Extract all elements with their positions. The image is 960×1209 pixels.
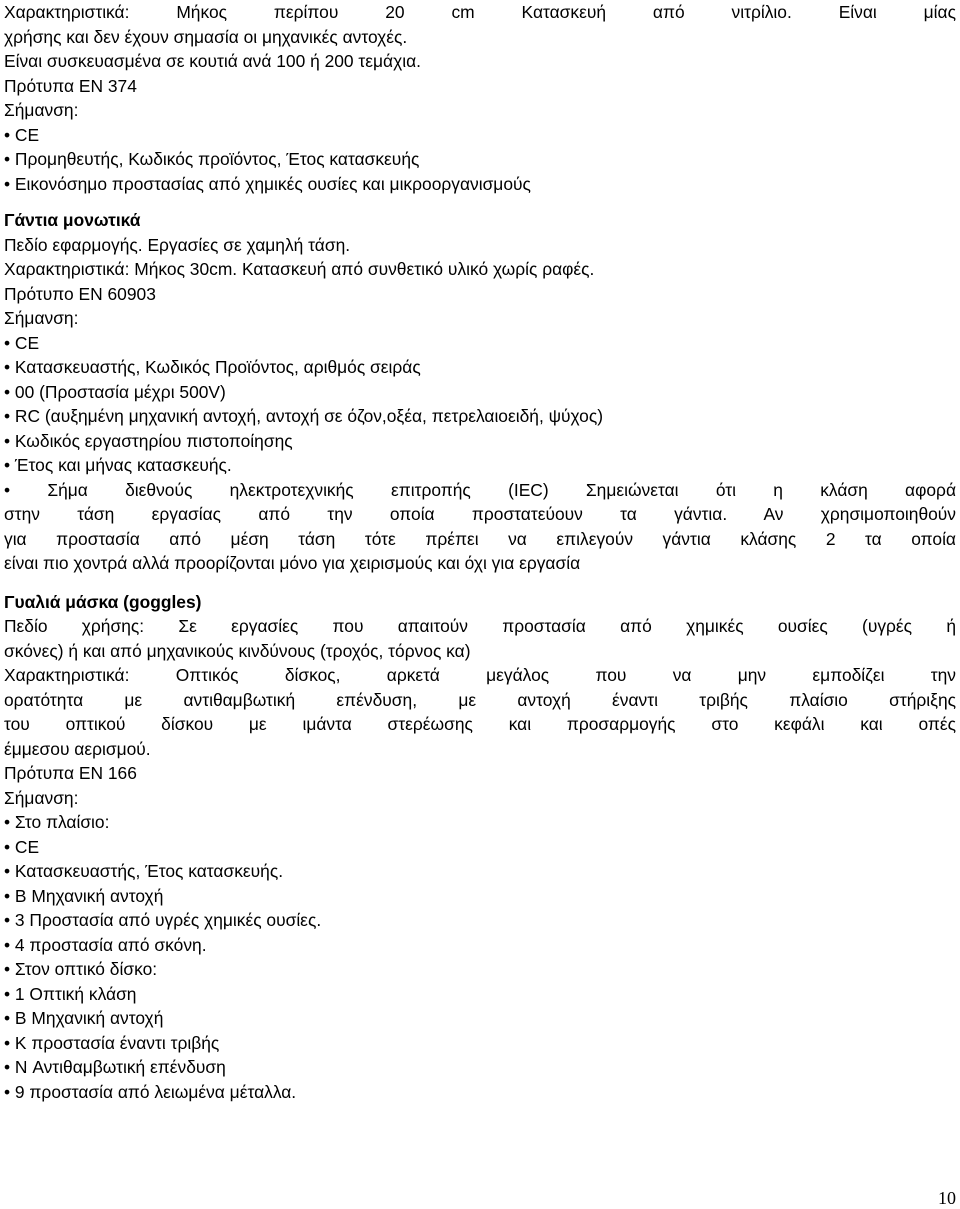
section-heading: Γυαλιά μάσκα (goggles) xyxy=(4,591,202,612)
bullet-item: • Κατασκευαστής, Κωδικός Προϊόντος, αριθμός σειράς xyxy=(4,355,956,380)
bullet-item: • 00 (Προστασία μέχρι 500V) xyxy=(4,380,956,405)
text-line: Πρότυπα EN 374 xyxy=(4,75,137,96)
bullet-item: • Έτος και μήνας κατασκευής. xyxy=(4,453,956,478)
text-line: Είναι συσκευασμένα σε κουτιά ανά 100 ή 200 τεμάχια. xyxy=(4,51,421,71)
bullet-item: • CE xyxy=(4,835,956,860)
text-line: Χαρακτηριστικά: Μήκος 30cm. Κατασκευή από συνθετικό υλικό χωρίς ραφές. xyxy=(4,259,595,279)
bullet-item: • K προστασία έναντι τριβής xyxy=(4,1031,956,1056)
text-line: Χαρακτηριστικά: Μήκος περίπου 20 cm Κατασκευή από νιτρίλιο. Είναι μίας xyxy=(4,2,956,22)
bullet-item: • 1 Οπτική κλάση xyxy=(4,982,956,1007)
text-line: χρήσης και δεν έχουν σημασία οι μηχανικές αντοχές. xyxy=(4,26,408,47)
text-line: • Σήμα διεθνούς ηλεκτροτεχνικής επιτροπής (IEC) Σημειώνεται ότι η κλάση αφορά xyxy=(4,479,956,500)
text-line: ορατότητα με αντιθαμβωτική επένδυση, με αντοχή έναντι τριβής πλαίσιο στήριξης xyxy=(4,689,956,710)
bullet-item: • B Μηχανική αντοχή xyxy=(4,884,956,909)
bullet-item: • N Αντιθαμβωτική επένδυση xyxy=(4,1055,956,1080)
text-line: Πεδίο χρήσης: Σε εργασίες που απαιτούν προστασία από χημικές ουσίες (υγρές ή xyxy=(4,616,956,636)
bullet-item: • CE xyxy=(4,123,956,148)
text-line: είναι πιο χοντρά αλλά προορίζονται μόνο για χειρισμούς και όχι για εργασία xyxy=(4,553,581,573)
bullet-item: • CE xyxy=(4,331,956,356)
text-line: σκόνες) ή και από μηχανικούς κινδύνους (τροχός, τόρνος κα) xyxy=(4,640,471,661)
text-line: του οπτικού δίσκου με ιμάντα στερέωσης και προσαρμογής στο κεφάλι και οπές xyxy=(4,714,956,734)
bullet-item: • Προμηθευτής, Κωδικός προϊόντος, Έτος κατασκευής xyxy=(4,147,956,172)
text-line: έμμεσου αερισμού. xyxy=(4,738,151,759)
bullet-item: • Εικονόσημο προστασίας από χημικές ουσίες και μικροοργανισμούς xyxy=(4,172,956,197)
section-heading: Γάντια μονωτικά xyxy=(4,210,141,230)
text-line: Σήμανση: xyxy=(4,308,79,328)
bullet-item: • Κωδικός εργαστηρίου πιστοποίησης xyxy=(4,429,956,454)
page-number: 10 xyxy=(938,1188,956,1208)
text-line: Πρότυπα EN 166 xyxy=(4,763,137,783)
text-line: Πρότυπο EN 60903 xyxy=(4,283,156,304)
bullet-item: • Κατασκευαστής, Έτος κατασκευής. xyxy=(4,859,956,884)
document-body xyxy=(4,0,956,1104)
bullet-item: • B Μηχανική αντοχή xyxy=(4,1006,956,1031)
bullet-item: • RC (αυξημένη μηχανική αντοχή, αντοχή σε όζον,οξέα, πετρελαιοειδή, ψύχος) xyxy=(4,404,956,429)
bullet-item: • 3 Προστασία από υγρές χημικές ουσίες. xyxy=(4,908,956,933)
bullet-item: • 9 προστασία από λειωμένα μέταλλα. xyxy=(4,1080,956,1105)
text-line: Χαρακτηριστικά: Οπτικός δίσκος, αρκετά μεγάλος που να μην εμποδίζει την xyxy=(4,665,956,685)
bullet-item: • Στο πλαίσιο: xyxy=(4,810,956,835)
text-line: Σήμανση: xyxy=(4,100,79,120)
text-line: Πεδίο εφαρμογής. Εργασίες σε χαμηλή τάση. xyxy=(4,234,351,255)
text-line: Σήμανση: xyxy=(4,787,79,808)
bullet-item: • 4 προστασία από σκόνη. xyxy=(4,933,956,958)
bullet-item: • Στον οπτικό δίσκο: xyxy=(4,957,956,982)
text-line: για προστασία από μέση τάση τότε πρέπει να επιλεγούν γάντια κλάσης 2 τα οποία xyxy=(4,528,956,549)
text-line: στην τάση εργασίας από την οποία προστατεύουν τα γάντια. Αν χρησιμοποιηθούν xyxy=(4,504,956,524)
